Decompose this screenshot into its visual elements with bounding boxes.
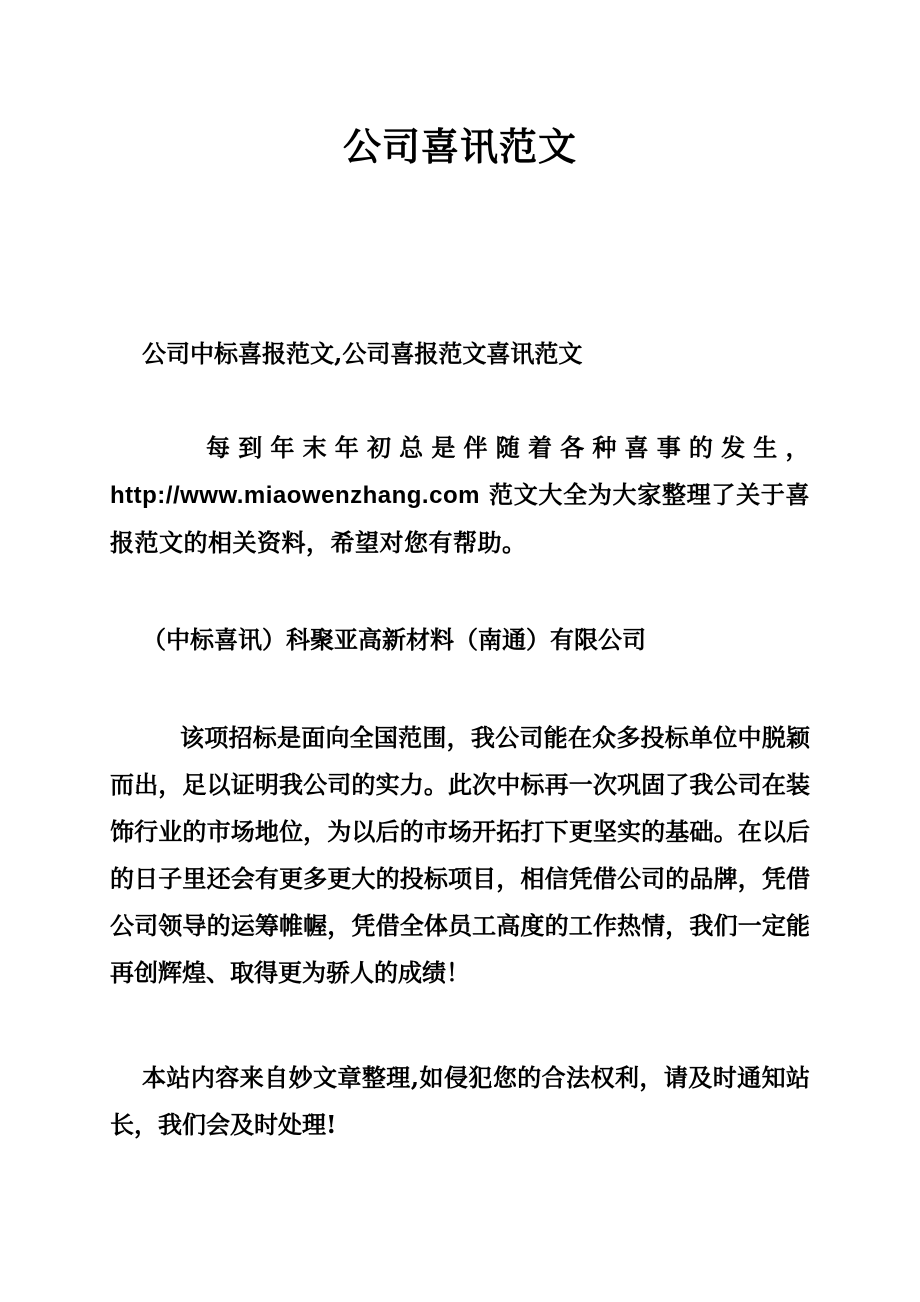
website-url-link[interactable]: http://www.miaowenzhang.com — [110, 482, 480, 509]
intro-lead-text: 每到年末年初总是伴随着各种喜事的发生， — [206, 433, 810, 462]
announcement-heading: （中标喜讯）科聚亚高新材料（南通）有限公司 — [142, 625, 646, 654]
intro-rest-text: 范文大全为大家整理了关于喜报范文的相关资料，希望对您有帮助。 — [110, 480, 810, 557]
subtitle-paragraph: 公司中标喜报范文,公司喜报范文喜讯范文 — [142, 339, 583, 368]
announcement-body: 该项招标是面向全国范围，我公司能在众多投标单位中脱颖而出，足以证明我公司的实力。此次中标再一次巩固了我公司在装饰行业的市场地位，为以后的市场开拓打下更坚实的基础。在以后的日子里还会有更多更大的投标项目，相信凭借公司的品牌，凭借公司领导的运筹帷幄，凭借全体员工高度的工作热情，我们一定能再创辉煌、取得更为骄人的成绩！ — [110, 723, 810, 987]
intro-paragraph — [110, 424, 810, 566]
copyright-notice: 本站内容来自妙文章整理,如侵犯您的合法权利，请及时通知站长，我们会及时处理! — [110, 1063, 810, 1139]
document-title: 公司喜讯范文 — [342, 124, 577, 169]
